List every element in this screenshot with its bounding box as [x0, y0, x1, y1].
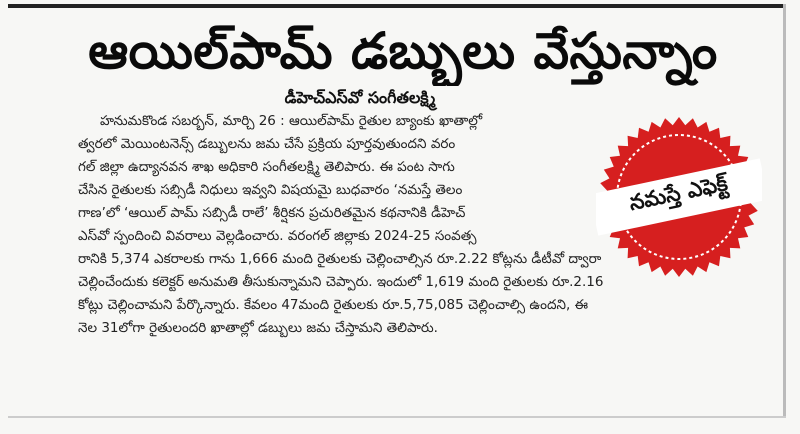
byline: డీహెచ్‌ఎస్‌వో సంగీతలక్ష్మి — [284, 88, 436, 107]
article-line: చేసిన రైతులకు సబ్సిడీ నిధులు ఇవ్వని విషయమై బుధవారం ‘నమస్తే తెలం — [78, 182, 463, 198]
top-rule — [8, 4, 786, 8]
headline: ఆయిల్‌పామ్‌ డబ్బులు వేస్తున్నాం — [88, 22, 718, 80]
article-line: గల్‌ జిల్లా ఉద్యానవన శాఖ అధికారి సంగీతలక్ష్మి తెలిపారు. ఈ పంట సాగు — [78, 159, 455, 175]
article-line: హనుమకొండ సబర్బన్‌, మార్చి 26 : ఆయిల్‌పామ్‌ రైతుల బ్యాంకు ఖాతాల్లో — [100, 113, 483, 129]
article-line: రానికి 5,374 ఎకరాలకు గాను 1,666 మంది రైతులకు చెల్లించాల్సిన రూ.2.22 కోట్లను డీటీవో ద్వారా — [78, 251, 602, 267]
namaste-effect-stamp — [596, 114, 762, 280]
article-line: నెల 31లోగా రైతులందరి ఖాతాల్లో డబ్బులు జమ చేస్తామని తెలిపారు. — [78, 320, 438, 336]
article-line: ఎస్‌వో స్పందించి వివరాలు వెల్లడించారు. వరంగల్‌ జిల్లాకు 2024-25 సంవత్స — [78, 228, 477, 244]
article-line: గాణ’లో ‘ఆయిల్‌ పామ్‌ సబ్సిడీ రాలే’ శీర్షికన ప్రచురితమైన కథనానికి డీహెచ్‌ — [78, 205, 466, 221]
article-line: చెల్లించేందుకు కలెక్టర్‌ అనుమతి తీసుకున్నామని చెప్పారు. ఇందులో 1,619 మంది రైతులకు రూ.2.16 — [78, 274, 604, 290]
article-line: త్వరలో మెయింటనెన్స్‌ డబ్బులను జమ చేసే ప్రక్రియ పూర్తవుతుందని వరం — [78, 136, 456, 152]
bottom-rule — [8, 416, 786, 418]
article-line: కోట్లు చెల్లించామని పేర్కొన్నారు. కేవలం 47మంది రైతులకు రూ.5,75,085 చెల్లించాల్సి ఉందని, ఈ — [78, 297, 589, 313]
stamp-label: నమస్తే ఎఫెక్ట్‌ — [627, 170, 730, 216]
